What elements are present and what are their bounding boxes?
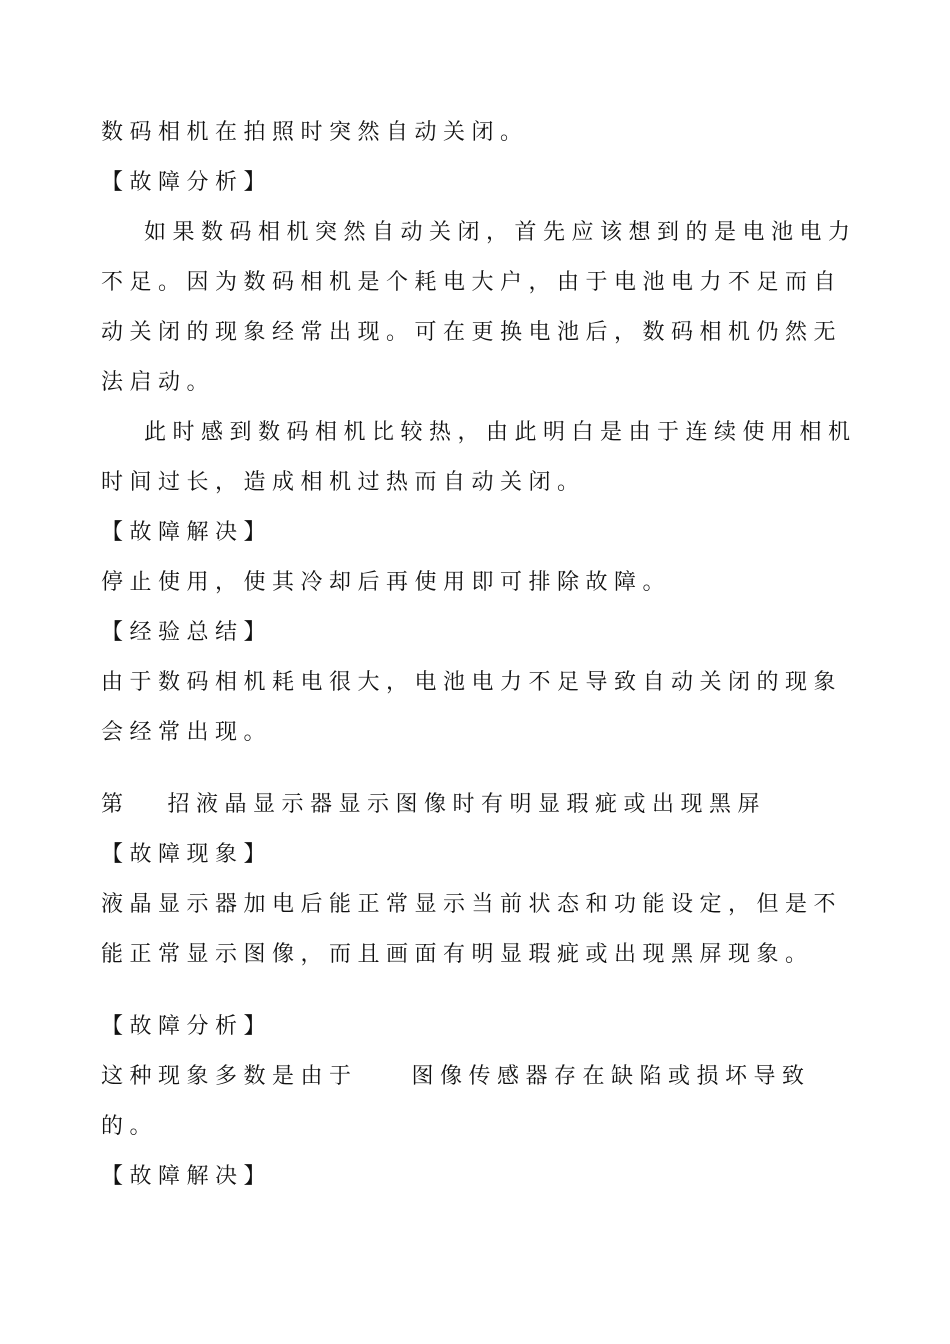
paragraph-phenomenon-line-1: 液晶显示器加电后能正常显示当前状态和功能设定，但是不 <box>101 892 843 917</box>
paragraph-analysis-line-3: 动关闭的现象经常出现。可在更换电池后，数码相机仍然无 <box>101 320 843 345</box>
section-title <box>101 790 766 820</box>
paragraph-summary-line-2: 会经常出现。 <box>101 720 273 745</box>
paragraph-cause-line-1 <box>101 1062 811 1092</box>
section-title-prefix: 第 <box>101 792 130 817</box>
heading-fault-solution: 【故障解决】 <box>101 520 273 545</box>
paragraph-overheat-line-2: 时间过长，造成相机过热而自动关闭。 <box>101 470 586 495</box>
paragraph-summary-line-1: 由于数码相机耗电很大，电池电力不足导致自动关闭的现象 <box>101 670 843 695</box>
heading-experience-summary: 【经验总结】 <box>101 620 273 645</box>
paragraph-solution: 停止使用，使其冷却后再使用即可排除故障。 <box>101 570 672 595</box>
heading-fault-solution-2: 【故障解决】 <box>101 1164 273 1189</box>
paragraph-analysis-line-4: 法启动。 <box>101 370 216 395</box>
paragraph-analysis-line-1: 如果数码相机突然自动关闭，首先应该想到的是电池电力 <box>144 220 857 245</box>
paragraph-cause-part-1: 这种现象多数是由于 <box>101 1064 358 1089</box>
paragraph-analysis-line-2: 不足。因为数码相机是个耗电大户，由于电池电力不足而自 <box>101 270 843 295</box>
paragraph-cause-part-2: 图像传感器存在缺陷或损坏导致 <box>411 1064 811 1089</box>
paragraph-phenomenon-line-2: 能正常显示图像，而且画面有明显瑕疵或出现黑屏现象。 <box>101 942 814 967</box>
heading-fault-phenomenon: 【故障现象】 <box>101 842 273 867</box>
heading-fault-analysis-2: 【故障分析】 <box>101 1014 273 1039</box>
paragraph-cause-line-2: 的。 <box>101 1114 159 1139</box>
heading-fault-analysis: 【故障分析】 <box>101 170 273 195</box>
paragraph-symptom: 数码相机在拍照时突然自动关闭。 <box>101 120 529 145</box>
paragraph-overheat-line-1: 此时感到数码相机比较热，由此明白是由于连续使用相机 <box>144 420 857 445</box>
section-title-text: 招液晶显示器显示图像时有明显瑕疵或出现黑屏 <box>167 792 767 817</box>
